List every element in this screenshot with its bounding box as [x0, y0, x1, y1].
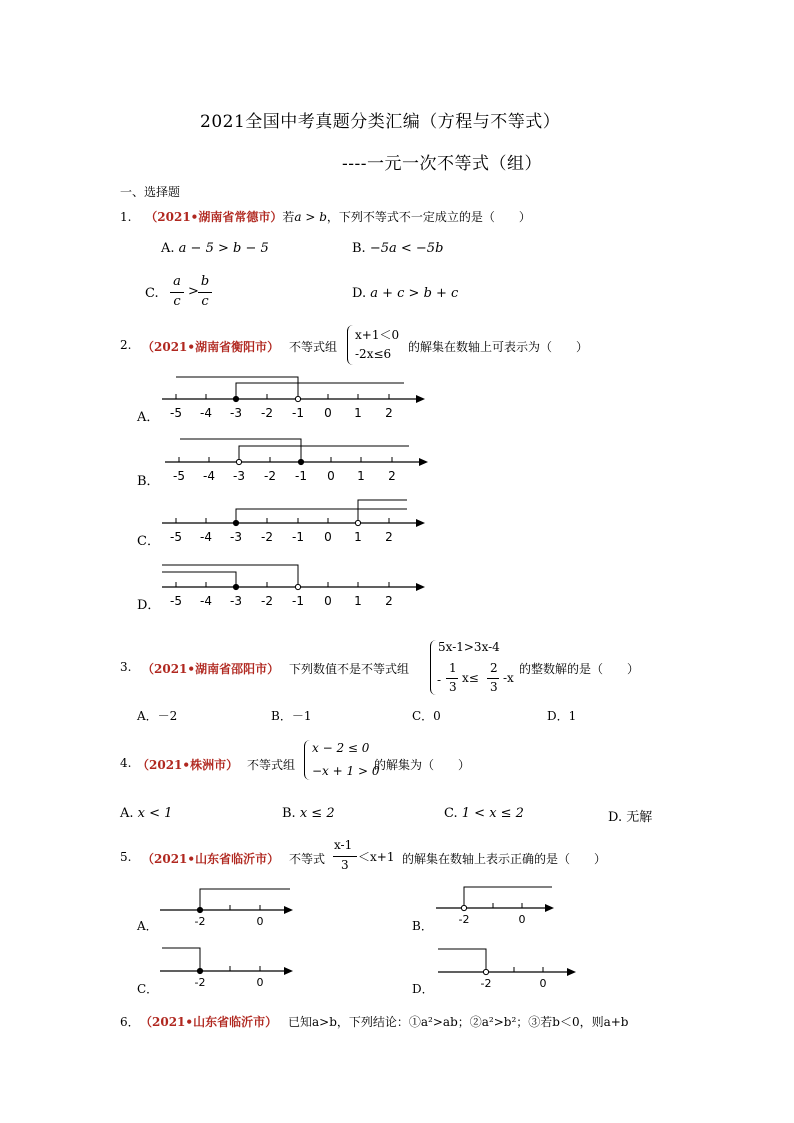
q5-frac-num: x-1: [334, 838, 353, 852]
brace: [430, 640, 437, 695]
q3-num1: 1: [449, 661, 457, 675]
tick-label: -1: [292, 594, 304, 608]
closed-dot: [298, 459, 303, 464]
axis-arrow: [419, 458, 428, 466]
solution-ray: [438, 949, 486, 972]
q1-c-num1: a: [173, 274, 181, 289]
q2-option-b[interactable]: B．: [137, 474, 160, 489]
question-6-number: 6．: [120, 1015, 140, 1029]
tick-label: -2: [194, 976, 206, 989]
tick-label: -2: [194, 915, 206, 928]
q4-option-a[interactable]: A. x < 1: [120, 806, 173, 821]
q3-den2: 3: [490, 680, 498, 694]
tick-label: 2: [388, 469, 396, 483]
tick-label: 0: [327, 469, 335, 483]
axis-arrow: [284, 906, 293, 914]
solution-ray: [358, 500, 407, 523]
solution-ray: [180, 439, 301, 462]
tick-label: 2: [385, 594, 393, 608]
tick-label: 0: [324, 406, 332, 420]
question-5-number: 5.: [120, 850, 132, 864]
tick-label: -3: [233, 469, 245, 483]
axis-arrow: [416, 519, 425, 527]
question-source: （2021•山东省临沂市）: [140, 1015, 278, 1029]
fraction-bar: [487, 678, 499, 679]
q3-neg: -: [437, 673, 442, 687]
tick-label: 0: [324, 594, 332, 608]
tick-label: -3: [230, 406, 242, 420]
q5-stem-post: 的解集在数轴上表示正确的是（ ）: [402, 852, 607, 866]
q3-mid: x≤: [462, 671, 479, 685]
solution-ray: [162, 572, 236, 587]
axis-arrow: [567, 968, 576, 976]
tick-label: -3: [230, 594, 242, 608]
q3-stem-pre: 下列数值不是不等式组: [289, 662, 410, 676]
q5-frac-den: 3: [341, 858, 349, 872]
solution-ray: [200, 889, 290, 910]
solution-ray: [239, 446, 409, 462]
q5-number-lines: [160, 887, 576, 990]
page-title: 2021全国中考真题分类汇编（方程与不等式）: [200, 112, 561, 132]
axis-arrow: [416, 583, 425, 591]
q4-option-c[interactable]: C. 1 < x ≤ 2: [444, 806, 524, 821]
open-dot: [295, 396, 300, 401]
solution-ray: [176, 377, 298, 399]
question-source: （2021•株洲市）: [137, 758, 239, 772]
closed-dot: [197, 907, 202, 912]
closed-dot: [233, 584, 238, 589]
question-4-number: 4.: [120, 756, 132, 770]
q1-option-a[interactable]: A. a − 5 > b − 5: [161, 241, 269, 256]
solution-ray: [236, 383, 404, 399]
question-source: （2021•湖南省常德市）: [145, 210, 283, 224]
tick-label: 0: [539, 977, 547, 990]
tick-label: -5: [173, 469, 185, 483]
q2-option-a[interactable]: A．: [137, 410, 160, 425]
tick-label: -5: [170, 530, 182, 544]
q2-sys2: -2x≤6: [355, 347, 392, 361]
axis-arrow: [416, 395, 425, 403]
tick-label: 0: [324, 530, 332, 544]
q5-option-a[interactable]: A．: [137, 919, 158, 933]
tick-label: -2: [458, 913, 470, 926]
tick-label: -1: [292, 530, 304, 544]
open-dot: [461, 905, 466, 910]
tick-label: -2: [261, 594, 273, 608]
tick-label: -1: [295, 469, 307, 483]
q5-stem-pre: 不等式: [289, 852, 326, 866]
axis-arrow: [284, 967, 293, 975]
tick-label: 0: [256, 915, 264, 928]
q1-c-rel: >: [188, 284, 199, 299]
solution-ray: [464, 887, 552, 908]
question-3-number: 3.: [120, 660, 132, 674]
q3-num2: 2: [490, 661, 498, 675]
tick-label: 0: [518, 913, 526, 926]
tick-label: 1: [357, 469, 365, 483]
q1-option-d[interactable]: D. a + c > b + c: [352, 286, 459, 301]
tick-label: -4: [203, 469, 215, 483]
solution-ray: [236, 509, 407, 523]
closed-dot: [197, 968, 202, 973]
tick-label: -2: [264, 469, 276, 483]
q1-option-b[interactable]: B. −5a < −5b: [352, 241, 444, 256]
tick-label: 2: [385, 530, 393, 544]
tick-label: -5: [170, 406, 182, 420]
q2-option-d[interactable]: D．: [137, 598, 161, 613]
open-dot: [483, 969, 488, 974]
q4-option-d[interactable]: D. 无解: [608, 810, 653, 825]
solution-ray: [162, 948, 200, 971]
q1-c-num2: b: [200, 274, 210, 289]
tick-label: -3: [230, 530, 242, 544]
q5-option-d[interactable]: D．: [412, 982, 434, 996]
solution-ray: [162, 565, 298, 587]
question-source: （2021•湖南省邵阳市）: [142, 662, 280, 676]
question-source: （2021•湖南省衡阳市）: [142, 340, 280, 354]
question-1: 1. （2021•湖南省常德市）若a > b，下列不等式不一定成立的是（ ）: [120, 210, 531, 224]
tick-label: 1: [354, 594, 362, 608]
tick-label: 1: [354, 530, 362, 544]
q6-stem: 已知a>b，下列结论：①a²>ab；②a²>b²；③若b＜0，则a+b: [288, 1015, 629, 1029]
q3-option-c[interactable]: C．0: [412, 709, 441, 723]
tick-label: -5: [170, 594, 182, 608]
tick-label: -2: [480, 977, 492, 990]
fraction-bar: [333, 856, 357, 857]
tick-label: -4: [200, 594, 212, 608]
tick-label: -2: [261, 530, 273, 544]
page-subtitle: ----一元一次不等式（组）: [342, 154, 542, 174]
q5-option-c[interactable]: C．: [137, 982, 159, 996]
q1-c-den2: c: [201, 294, 209, 309]
q4-sys2: −x + 1 > 0: [312, 764, 380, 778]
open-dot: [355, 520, 360, 525]
q3-stem-post: 的整数解的是（ ）: [519, 662, 640, 676]
q3-option-a[interactable]: A．－2: [137, 709, 178, 723]
section-heading: 一、选择题: [120, 185, 181, 199]
tick-label: 1: [354, 406, 362, 420]
open-dot: [236, 459, 241, 464]
q1-c-den1: c: [173, 294, 181, 309]
tick-label: -2: [261, 406, 273, 420]
q3-sys1: 5x-1>3x-4: [438, 640, 500, 654]
closed-dot: [233, 396, 238, 401]
q3-option-b[interactable]: B．－1: [271, 709, 312, 723]
q3-den1: 3: [449, 680, 457, 694]
q2-stem-post: 的解集在数轴上可表示为（ ）: [408, 340, 589, 354]
q2-number-lines: [162, 377, 428, 608]
q5-option-b[interactable]: B．: [412, 919, 433, 933]
fraction-bar: [446, 678, 458, 679]
open-dot: [295, 584, 300, 589]
q3-post: -x: [503, 671, 514, 685]
tick-label: -1: [292, 406, 304, 420]
closed-dot: [233, 520, 238, 525]
q1-option-c-label[interactable]: C.: [145, 286, 159, 301]
question-2-number: 2.: [120, 338, 132, 352]
q4-stem-post: 的解集为（ ）: [374, 758, 471, 772]
q4-option-b[interactable]: B. x ≤ 2: [282, 806, 335, 821]
q2-sys1: x+1＜0: [355, 328, 400, 342]
question-source: （2021•山东省临沂市）: [142, 852, 280, 866]
q4-sys1: x − 2 ≤ 0: [312, 741, 370, 755]
axis-arrow: [545, 904, 554, 912]
brace: [304, 740, 311, 780]
q5-stem-mid: ＜x+1: [358, 850, 395, 864]
q2-stem-pre: 不等式组: [289, 340, 338, 354]
tick-label: -4: [200, 406, 212, 420]
tick-label: 2: [385, 406, 393, 420]
tick-label: 0: [256, 976, 264, 989]
q2-option-c[interactable]: C．: [137, 534, 160, 549]
q3-option-d[interactable]: D．1: [547, 709, 577, 723]
q4-stem-pre: 不等式组: [247, 758, 296, 772]
question-number: 1.: [120, 210, 132, 224]
tick-label: -4: [200, 530, 212, 544]
